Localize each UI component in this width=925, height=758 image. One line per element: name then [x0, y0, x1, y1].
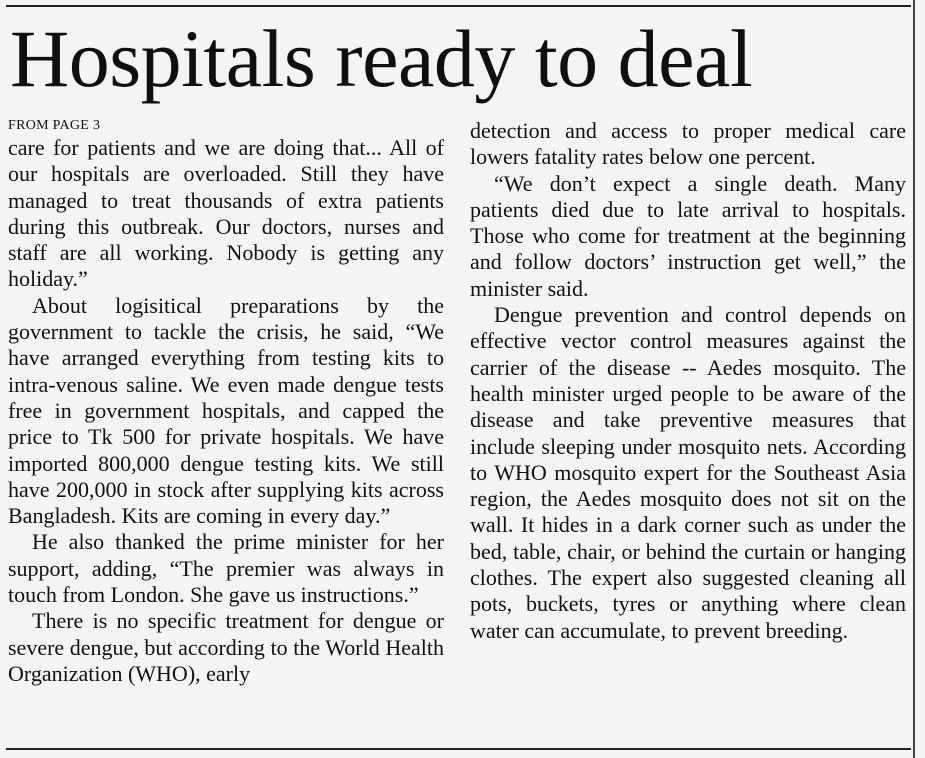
headline: Hospitals ready to deal [10, 13, 753, 104]
paragraph: About logisitical preparations by the government to tackle the crisis, he said, “We have arranged everything from testing kits to intra-venous saline. We even made dengue tests free in government hospitals, and capped the price to Tk 500 for private hospitals. We have imported 800,000 dengue testing kits. We still have 200,000 in stock after supplying kits across Bangladesh. Kits are coming in every day.” [8, 292, 444, 529]
paragraph: He also thanked the prime minister for her support, adding, “The premier was always in touch from London. She gave us instructions.” [8, 529, 444, 608]
continuation-label: FROM PAGE 3 [8, 118, 101, 133]
paragraph: Dengue prevention and control depends on effective vector control measures against the carrier of the disease -- Aedes mosquito. The health minister urged people to be aware of the disease and take preventive measures that include sleeping under mosquito nets. According to WHO mosquito expert for the Southeast Asia region, the Aedes mosquito does not sit on the wall. It hides in a dark corner such as under the bed, table, chair, or behind the curtain or hanging clothes. The expert also suggested cleaning all pots, buckets, tyres or anything where clean water can accumulate, to prevent breeding. [470, 302, 906, 643]
paragraph: detection and access to proper medical care lowers fatality rates below one percent. [470, 118, 906, 170]
paragraph: There is no specific treatment for dengue or severe dengue, but according to the World Health Organization (WHO), early [8, 608, 444, 686]
paragraph: care for patients and we are doing that... All of our hospitals are overloaded. Still they have managed to treat thousands of extra patients during this outbreak. Our doctors, nurses and staff are all working. Nobody is getting any holiday.” [8, 135, 444, 292]
bottom-rule [6, 748, 911, 750]
right-column [470, 118, 906, 644]
right-column-rule [913, 0, 915, 758]
left-column [8, 118, 444, 687]
top-rule [6, 5, 911, 7]
paragraph: “We don’t expect a single death. Many patients died due to late arrival to hospitals. Those who come for treatment at the beginning and follow doctors’ instruction get well,” the minister said. [470, 170, 906, 301]
